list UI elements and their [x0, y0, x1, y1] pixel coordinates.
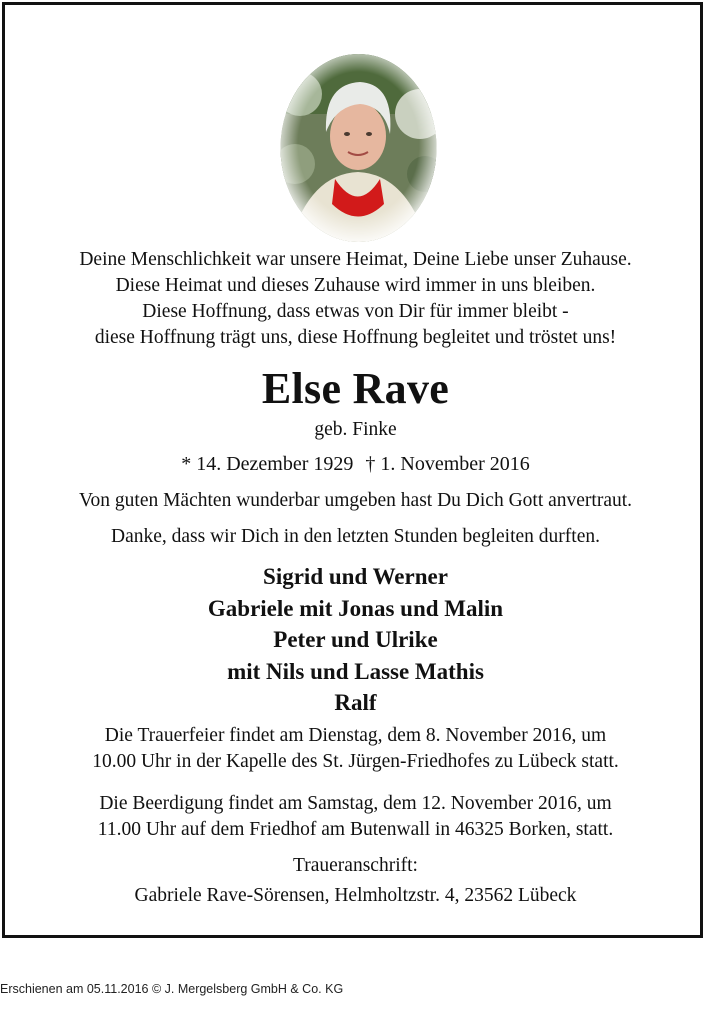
portrait-photo [280, 54, 437, 242]
life-dates [5, 451, 706, 477]
burial-line: Die Beerdigung findet am Samstag, dem 12. November 2016, um [99, 793, 612, 814]
quote: Von guten Mächten wunderbar umgeben hast Du Dich Gott anvertraut. [78, 490, 633, 511]
obituary-notice [2, 2, 703, 938]
burial-line: 11.00 Uhr auf dem Friedhof am Butenwall in 46325 Borken, statt. [97, 819, 614, 840]
family-member: Ralf [334, 690, 377, 715]
family-member: mit Nils und Lasse Mathis [227, 658, 484, 684]
death-date: † 1. November 2016 [365, 453, 530, 475]
maiden-name: geb. Finke [314, 419, 397, 440]
family-member: Sigrid und Werner [263, 564, 448, 589]
funeral-service-info [5, 723, 706, 775]
poem-line: Diese Hoffnung, dass etwas von Dir für immer bleibt - [142, 301, 569, 322]
poem [5, 247, 706, 351]
poem-line: Diese Heimat und dieses Zuhause wird immer in uns bleiben. [115, 275, 596, 296]
address-label: Traueranschrift: [293, 855, 418, 876]
poem-line: Deine Menschlichkeit war unsere Heimat, Deine Liebe unser Zuhause. [79, 249, 632, 270]
deceased-name: Else Rave [261, 364, 450, 413]
thanks-line: Danke, dass wir Dich in den letzten Stunden begleiten durften. [111, 526, 600, 547]
family-member: Gabriele mit Jonas und Malin [207, 595, 504, 621]
family-member: Peter und Ulrike [273, 627, 438, 652]
family-list [5, 561, 706, 719]
poem-line: diese Hoffnung trägt uns, diese Hoffnung begleitet und tröstet uns! [94, 327, 617, 348]
publication-footer: Erschienen am 05.11.2016 © J. Mergelsberg GmbH & Co. KG [0, 982, 344, 996]
birth-date: * 14. Dezember 1929 [181, 453, 354, 475]
service-line: 10.00 Uhr in der Kapelle des St. Jürgen-Friedhofes zu Lübeck statt. [92, 751, 619, 772]
burial-info [5, 791, 706, 843]
mourning-address: Gabriele Rave-Sörensen, Helmholtzstr. 4, 23562 Lübeck [134, 885, 577, 906]
service-line: Die Trauerfeier findet am Dienstag, dem 8. November 2016, um [104, 725, 607, 746]
